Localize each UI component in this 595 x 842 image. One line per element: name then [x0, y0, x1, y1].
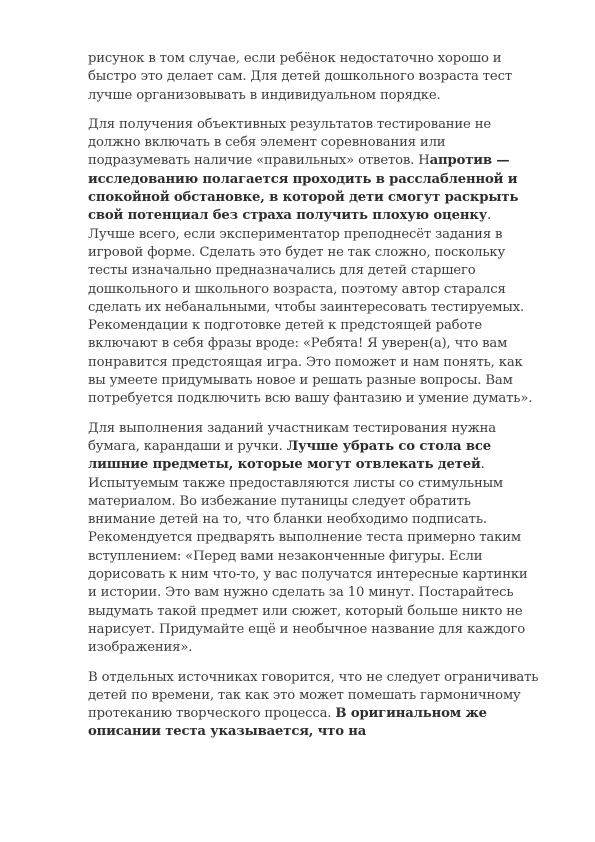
paragraph-3 [88, 420, 540, 658]
paragraph-2 [88, 116, 540, 409]
text-segment: Для выполнения заданий участникам тестирования нужна бумага, карандаши и ручки. [88, 420, 496, 454]
text-segment: . Лучше всего, если экспериментатор преподнесёт задания в игровой форме. Сделать это будет не так сложно, поскольку тесты изначально предназначались для детей старшего дошкольного и школьного возраста, поэтому автор старался сделать их небанальными, чтобы заинтересовать тестируемых. Рекомендации к подготовке детей к предстоящей работе включают в себя фразы вроде: «Ребята! Я уверен(а), что вам понравится предстоящая игра. Это поможет и нам понять, как вы умеете придумывать новое и решать разные вопросы. Вам потребуется подключить всю вашу фантазию и умение думать». [88, 208, 533, 407]
paragraph-4 [88, 669, 540, 742]
text-segment: В отдельных источниках говорится, что не следует ограничивать детей по времени, так как это может помешать гармоничному протеканию творческого процесса. [88, 669, 539, 722]
text-segment: . Испытуемым также предоставляются листы со стимульным материалом. Во избежание путаницы следует обратить внимание детей на то, что бланки необходимо подписать. Рекомендуется предварять выполнение теста примерно таким вступлением: «Перед вами незаконченные фигуры. Если дорисовать к ним что-то, у вас получатся интересные картинки и истории. Это вам нужно сделать за 10 минут. Постарайтесь выдумать такой предмет или сюжет, который больше никто не нарисует. Придумайте ещё и необычное название для каждого изображения». [88, 457, 528, 656]
paragraph-1 [88, 50, 540, 105]
bold-text-segment: Лучше убрать со стола все лишние предметы, которые могут отвлекать детей [88, 438, 491, 473]
text-segment: рисунок в том случае, если ребёнок недостаточно хорошо и быстро это делает сам. Для детей дошкольного возраста тест лучше организовывать в индивидуальном порядке. [88, 51, 512, 103]
text-segment: Для получения объективных результатов тестирование не должно включать в себя элемент соревнования или подразумевать наличие «правильных» ответов. Н [88, 116, 492, 169]
document-page [88, 50, 540, 753]
bold-text-segment: апротив — исследованию полагается проходить в расслабленной и спокойной обстановке, в которой дети смогут раскрыть свой потенциал без страха получить плохую оценку [88, 153, 519, 224]
bold-text-segment: В оригинальном же описании теста указывается, что на [88, 706, 487, 740]
